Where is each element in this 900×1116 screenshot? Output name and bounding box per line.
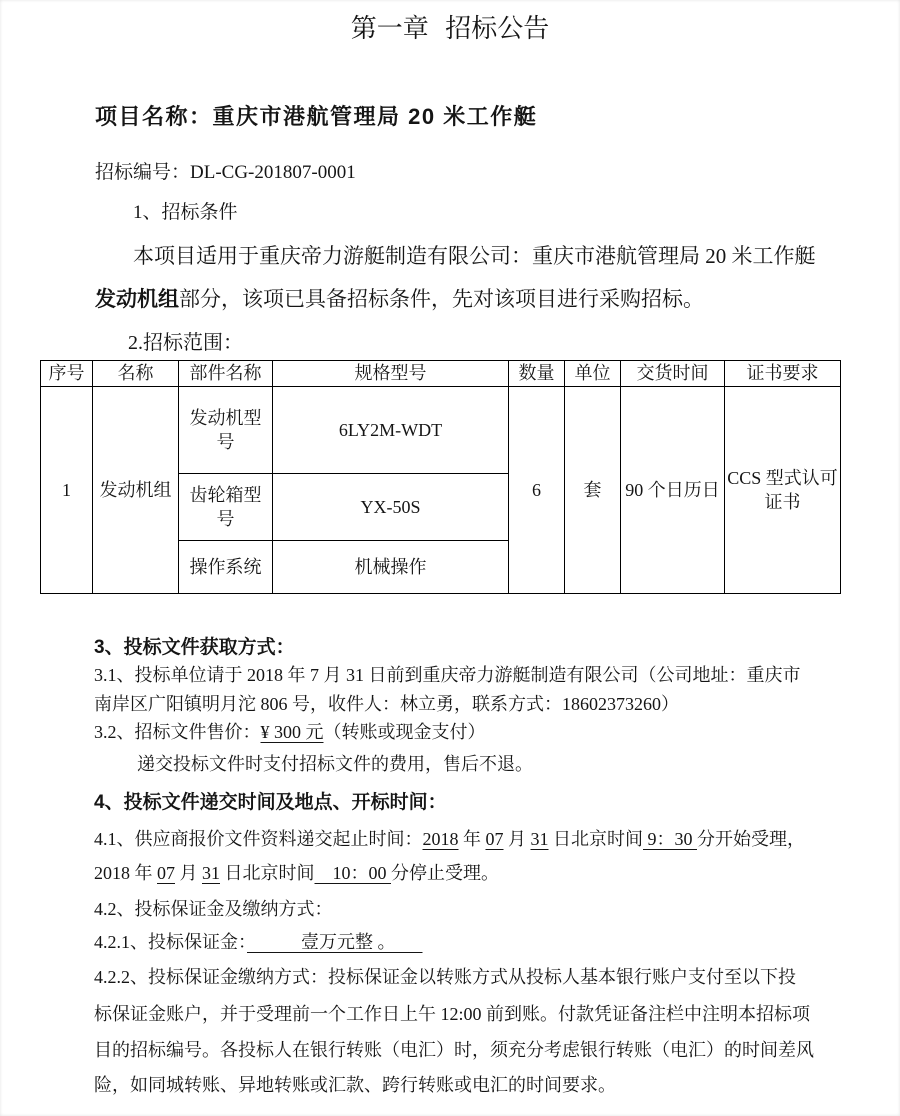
section-4-1-line-2 <box>94 862 499 885</box>
engine-unit-bold-text: 发动机组 <box>95 288 179 311</box>
end-time-underlined: 10：00 <box>314 863 391 883</box>
cell-certificate: CCS 型式认可证书 <box>725 387 841 594</box>
start-time-underlined: 9：30 <box>643 829 697 849</box>
start-year-underlined: 2018 <box>422 829 459 849</box>
section-4-2-2-line-3: 目的招标编号。各投标人在银行转账（电汇）时，须充分考虑银行转账（电汇）的时间差风 <box>94 1040 814 1060</box>
section-4-1-line-1 <box>94 828 805 851</box>
bid-scope-table <box>40 360 841 594</box>
header-quantity: 数量 <box>509 361 565 387</box>
section-3-title: 3、投标文件获取方式： <box>94 637 295 658</box>
cell-spec-1: 6LY2M-WDT <box>273 387 509 474</box>
end-day-underlined: 31 <box>202 863 220 883</box>
header-spec-model: 规格型号 <box>273 361 509 387</box>
deposit-label: 4.2.1、投标保证金： <box>94 932 247 952</box>
start-day-underlined: 31 <box>530 829 549 849</box>
price-value: ¥ 300 元 <box>260 722 324 742</box>
table-header-row <box>41 361 841 387</box>
price-payment-method: （转账或现金支付） <box>323 722 486 742</box>
cell-part-1: 发动机型号 <box>179 387 273 474</box>
cell-name: 发动机组 <box>93 387 179 594</box>
section-4-title: 4、投标文件递交时间及地点、开标时间： <box>94 792 447 813</box>
bid-number: 招标编号：DL-CG-201807-0001 <box>95 162 356 183</box>
end-month-underlined: 07 <box>157 863 175 883</box>
header-part-name: 部件名称 <box>179 361 273 387</box>
cell-spec-3: 机械操作 <box>273 541 509 594</box>
text-segment: 日北京时间 <box>220 863 315 883</box>
header-index: 序号 <box>41 361 93 387</box>
text-segment: 分开始受理， <box>697 829 805 849</box>
section-1-line-2-rest: 部分，该项已具备招标条件，先对该项目进行采购招标。 <box>179 287 704 311</box>
text-segment: 分停止受理。 <box>391 863 499 883</box>
section-3-note: 递交投标文件时支付招标文件的费用，售后不退。 <box>137 754 533 774</box>
section-3-1-line-2: 南岸区广阳镇明月沱 806 号，收件人：林立勇，联系方式：18602373260） <box>94 694 679 714</box>
project-name: 项目名称：重庆市港航管理局 20 米工作艇 <box>95 104 538 129</box>
table-row <box>41 387 841 474</box>
cell-delivery-time: 90 个日历日 <box>621 387 725 594</box>
price-label: 3.2、招标文件售价： <box>94 722 261 742</box>
cell-part-3: 操作系统 <box>179 541 273 594</box>
text-segment: 4.1、供应商报价文件资料递交起止时间： <box>94 829 423 849</box>
cell-index: 1 <box>41 387 93 594</box>
section-3-2-line <box>94 721 486 744</box>
section-4-2-2-line-1: 4.2.2、投标保证金缴纳方式：投标保证金以转账方式从投标人基本银行账户支付至以下投 <box>94 967 796 987</box>
section-1-title: 1、招标条件 <box>133 202 238 223</box>
section-4-2-1-line <box>94 931 423 954</box>
section-1-paragraph-line-1: 本项目适用于重庆帝力游艇制造有限公司：重庆市港航管理局 20 米工作艇 <box>133 244 816 268</box>
deposit-amount-underlined: 壹万元整 。 <box>247 932 423 952</box>
section-2-title: 2.招标范围： <box>128 332 243 354</box>
text-segment: 月 <box>503 829 531 849</box>
start-month-underlined: 07 <box>485 829 504 849</box>
text-segment: 2018 年 <box>94 863 157 883</box>
header-name: 名称 <box>93 361 179 387</box>
section-4-2-title: 4.2、投标保证金及缴纳方式： <box>94 899 333 919</box>
section-1-paragraph-line-2 <box>95 286 704 313</box>
text-segment: 年 <box>458 829 486 849</box>
chapter-title: 第一章 招标公告 <box>350 14 550 43</box>
cell-part-2: 齿轮箱型号 <box>179 474 273 541</box>
text-segment: 月 <box>175 863 202 883</box>
cell-spec-2: YX-50S <box>273 474 509 541</box>
section-4-2-2-line-2: 标保证金账户，并于受理前一个工作日上午 12:00 前到账。付款凭证备注栏中注明本招标项 <box>94 1004 810 1024</box>
cell-quantity: 6 <box>509 387 565 594</box>
section-4-2-2-line-4: 险，如同城转账、异地转账或汇款、跨行转账或电汇的时间要求。 <box>94 1075 616 1095</box>
cell-unit: 套 <box>565 387 621 594</box>
header-certificate: 证书要求 <box>725 361 841 387</box>
text-segment: 日北京时间 <box>548 829 643 849</box>
section-3-1-line-1: 3.1、投标单位请于 2018 年 7 月 31 日前到重庆帝力游艇制造有限公司（公司地址：重庆市 <box>94 665 801 685</box>
header-delivery-time: 交货时间 <box>621 361 725 387</box>
header-unit: 单位 <box>565 361 621 387</box>
